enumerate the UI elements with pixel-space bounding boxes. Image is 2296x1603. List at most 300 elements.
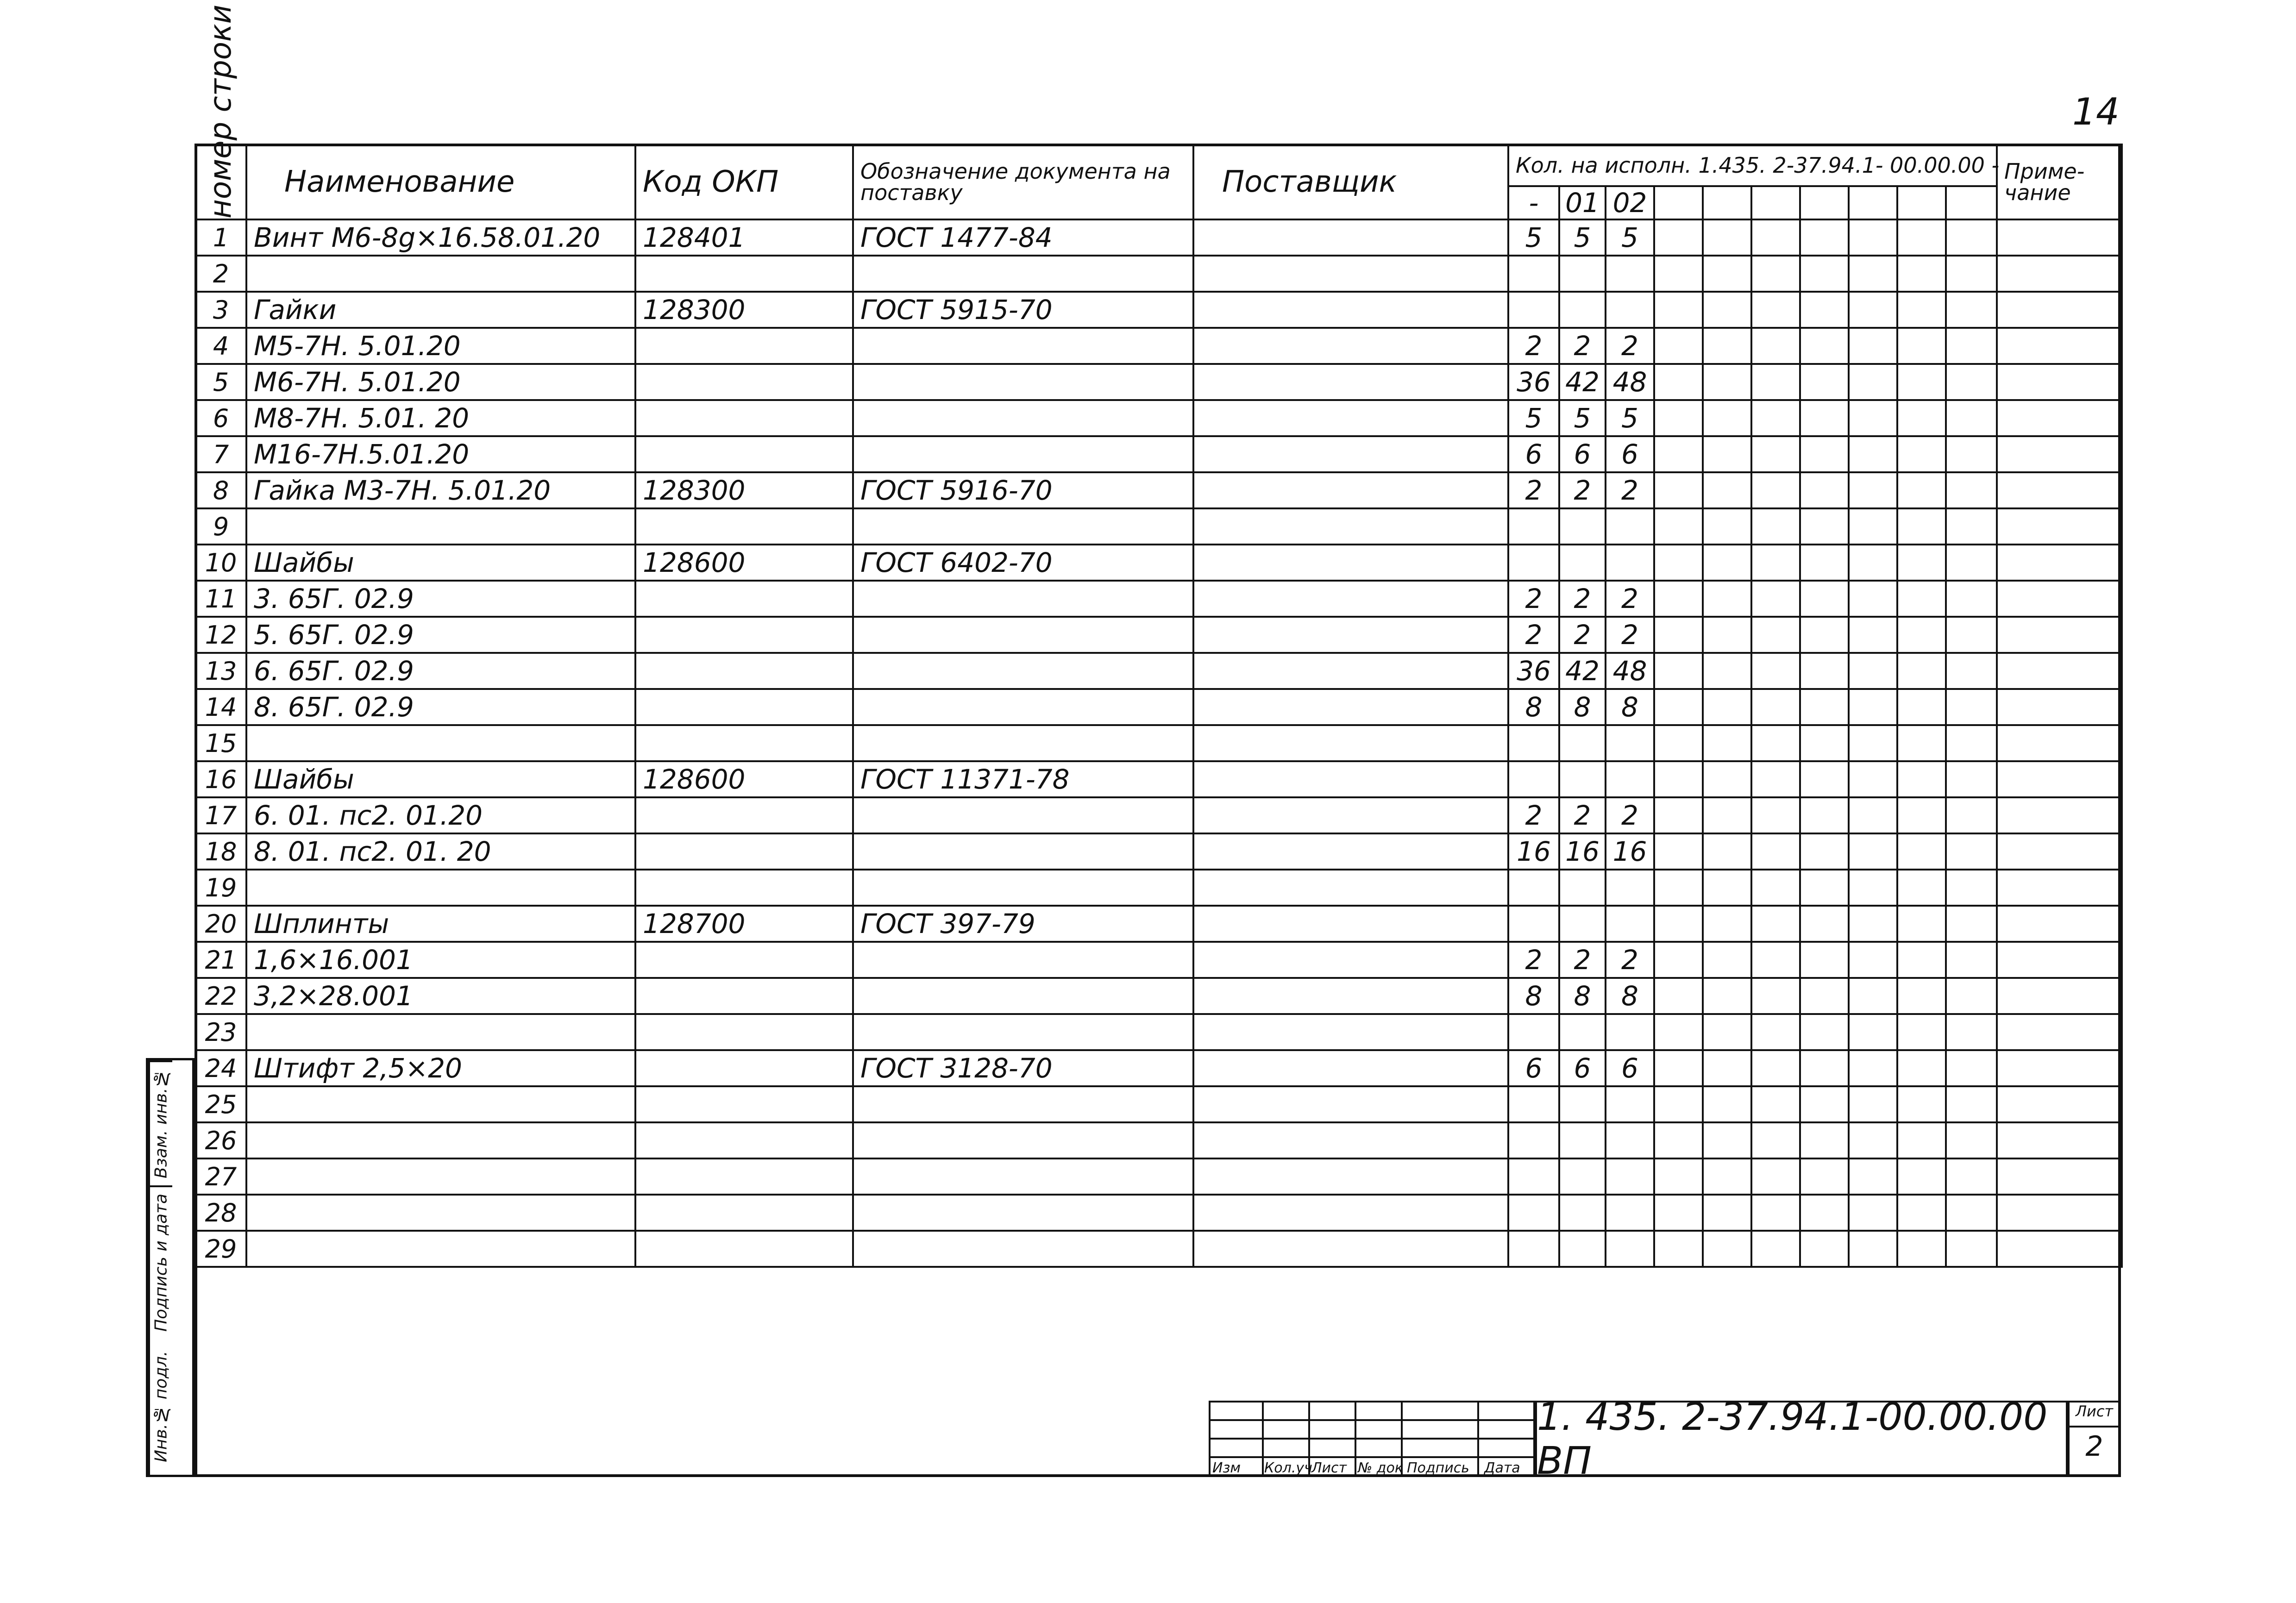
row-document <box>853 400 1193 436</box>
row-name <box>246 1122 635 1158</box>
row-qty-empty <box>1849 1231 1897 1267</box>
row-qty-empty <box>1897 870 1946 906</box>
row-qty-empty <box>1703 1158 1751 1195</box>
row-qty-empty <box>1703 256 1751 292</box>
table-row <box>195 436 2122 472</box>
row-qty-01: 2 <box>1559 472 1606 508</box>
row-note <box>1997 545 2122 581</box>
row-qty-base <box>1508 870 1559 906</box>
row-number: 21 <box>195 942 246 978</box>
row-qty-empty <box>1946 1158 1997 1195</box>
row-qty-empty <box>1800 328 1849 364</box>
row-okp-code <box>635 1195 853 1231</box>
row-qty-empty <box>1849 1050 1897 1086</box>
row-qty-empty <box>1751 906 1800 942</box>
row-qty-empty <box>1849 761 1897 797</box>
row-name: Шплинты <box>246 906 635 942</box>
row-note <box>1997 1086 2122 1122</box>
row-qty-01: 42 <box>1559 653 1606 689</box>
row-qty-empty <box>1897 1122 1946 1158</box>
row-name: 8. 01. пс2. 01. 20 <box>246 833 635 870</box>
row-qty-01: 2 <box>1559 617 1606 653</box>
row-qty-empty <box>1800 617 1849 653</box>
row-qty-empty <box>1654 292 1703 328</box>
row-okp-code <box>635 653 853 689</box>
row-number: 6 <box>195 400 246 436</box>
row-qty-02: 2 <box>1606 581 1654 617</box>
table-row <box>195 292 2122 328</box>
label-doc-no: № док <box>1358 1460 1403 1476</box>
row-qty-02: 16 <box>1606 833 1654 870</box>
header-name: Наименование <box>246 144 635 219</box>
row-okp-code: 128600 <box>635 761 853 797</box>
title-block <box>1209 1395 2121 1483</box>
row-qty-01: 8 <box>1559 978 1606 1014</box>
variant-01: 01 <box>1559 186 1606 219</box>
row-qty-empty <box>1654 1086 1703 1122</box>
row-qty-01 <box>1559 545 1606 581</box>
row-qty-empty <box>1800 1195 1849 1231</box>
row-qty-empty <box>1703 1122 1751 1158</box>
row-qty-empty <box>1946 1050 1997 1086</box>
row-qty-02: 5 <box>1606 400 1654 436</box>
row-supplier <box>1193 1158 1508 1195</box>
row-qty-base <box>1508 1086 1559 1122</box>
row-qty-empty <box>1897 256 1946 292</box>
row-number: 12 <box>195 617 246 653</box>
row-name <box>246 508 635 545</box>
row-supplier <box>1193 545 1508 581</box>
row-qty-empty <box>1897 1014 1946 1050</box>
table-row <box>195 1122 2122 1158</box>
row-supplier <box>1193 1122 1508 1158</box>
row-qty-empty <box>1946 436 1997 472</box>
row-qty-empty <box>1751 472 1800 508</box>
row-note <box>1997 256 2122 292</box>
row-qty-empty <box>1946 328 1997 364</box>
row-qty-empty <box>1946 689 1997 725</box>
header-note: Приме- чание <box>1997 144 2122 219</box>
row-qty-empty <box>1654 581 1703 617</box>
row-qty-base <box>1508 725 1559 761</box>
row-qty-base <box>1508 906 1559 942</box>
row-note <box>1997 1122 2122 1158</box>
row-qty-empty <box>1800 653 1849 689</box>
row-qty-02: 2 <box>1606 328 1654 364</box>
row-qty-empty <box>1751 653 1800 689</box>
row-number: 3 <box>195 292 246 328</box>
row-qty-empty <box>1751 1050 1800 1086</box>
row-okp-code <box>635 833 853 870</box>
row-qty-02 <box>1606 256 1654 292</box>
row-qty-empty <box>1751 942 1800 978</box>
row-qty-base: 8 <box>1508 689 1559 725</box>
row-supplier <box>1193 617 1508 653</box>
table-row <box>195 906 2122 942</box>
table-row <box>195 219 2122 256</box>
row-qty-empty <box>1946 581 1997 617</box>
row-document <box>853 797 1193 833</box>
row-qty-empty <box>1654 978 1703 1014</box>
row-qty-empty <box>1897 292 1946 328</box>
row-qty-02 <box>1606 545 1654 581</box>
row-document <box>853 653 1193 689</box>
variant-base: - <box>1508 186 1559 219</box>
row-qty-02: 5 <box>1606 219 1654 256</box>
row-note <box>1997 797 2122 833</box>
row-qty-empty <box>1751 219 1800 256</box>
row-qty-empty <box>1897 545 1946 581</box>
row-qty-02 <box>1606 1014 1654 1050</box>
row-okp-code <box>635 400 853 436</box>
side-original-inv: Инв.№ подл. <box>148 1338 172 1475</box>
row-qty-empty <box>1703 328 1751 364</box>
row-supplier <box>1193 1014 1508 1050</box>
label-list: Лист <box>1311 1460 1347 1476</box>
table-row <box>195 508 2122 545</box>
row-document <box>853 256 1193 292</box>
row-qty-empty <box>1897 617 1946 653</box>
table-row <box>195 689 2122 725</box>
row-qty-empty <box>1897 508 1946 545</box>
row-document: ГОСТ 11371-78 <box>853 761 1193 797</box>
row-qty-empty <box>1946 797 1997 833</box>
table-row <box>195 256 2122 292</box>
row-qty-01 <box>1559 761 1606 797</box>
row-name: Штифт 2,5×20 <box>246 1050 635 1086</box>
row-qty-empty <box>1703 1050 1751 1086</box>
row-qty-empty <box>1703 1086 1751 1122</box>
row-qty-empty <box>1800 906 1849 942</box>
row-qty-empty <box>1946 725 1997 761</box>
row-qty-empty <box>1849 545 1897 581</box>
row-qty-empty <box>1703 1195 1751 1231</box>
row-document: ГОСТ 3128-70 <box>853 1050 1193 1086</box>
row-qty-02: 8 <box>1606 978 1654 1014</box>
row-note <box>1997 833 2122 870</box>
table-row <box>195 617 2122 653</box>
row-qty-empty <box>1849 219 1897 256</box>
row-qty-02: 6 <box>1606 436 1654 472</box>
row-qty-01: 2 <box>1559 942 1606 978</box>
row-qty-01 <box>1559 725 1606 761</box>
row-qty-empty <box>1897 906 1946 942</box>
row-qty-02 <box>1606 1122 1654 1158</box>
header-okp: Код ОКП <box>635 144 853 219</box>
row-number: 16 <box>195 761 246 797</box>
row-qty-empty <box>1654 1195 1703 1231</box>
row-supplier <box>1193 653 1508 689</box>
label-izm: Изм <box>1212 1460 1241 1476</box>
row-qty-empty <box>1946 978 1997 1014</box>
table-row <box>195 1050 2122 1086</box>
row-qty-base: 5 <box>1508 219 1559 256</box>
row-name: 6. 01. пс2. 01.20 <box>246 797 635 833</box>
row-qty-empty <box>1849 725 1897 761</box>
row-supplier <box>1193 978 1508 1014</box>
row-qty-empty <box>1800 436 1849 472</box>
row-name <box>246 1014 635 1050</box>
row-qty-empty <box>1946 653 1997 689</box>
row-supplier <box>1193 256 1508 292</box>
row-qty-02 <box>1606 1086 1654 1122</box>
row-supplier <box>1193 581 1508 617</box>
row-qty-empty <box>1751 545 1800 581</box>
row-okp-code <box>635 689 853 725</box>
row-okp-code <box>635 870 853 906</box>
row-qty-01 <box>1559 292 1606 328</box>
row-qty-empty <box>1897 364 1946 400</box>
row-qty-02: 48 <box>1606 364 1654 400</box>
row-qty-empty <box>1800 256 1849 292</box>
row-qty-empty <box>1703 545 1751 581</box>
table-row <box>195 797 2122 833</box>
row-okp-code: 128401 <box>635 219 853 256</box>
row-supplier <box>1193 508 1508 545</box>
row-qty-base <box>1508 292 1559 328</box>
row-qty-empty <box>1897 328 1946 364</box>
row-qty-empty <box>1897 689 1946 725</box>
row-qty-02 <box>1606 906 1654 942</box>
row-qty-empty <box>1654 400 1703 436</box>
row-okp-code <box>635 725 853 761</box>
row-okp-code <box>635 364 853 400</box>
row-qty-empty <box>1946 1231 1997 1267</box>
document-code: 1. 435. 2-37.94.1-00.00.00 ВП <box>1535 1401 2068 1477</box>
variant-02: 02 <box>1606 186 1654 219</box>
row-supplier <box>1193 870 1508 906</box>
row-qty-empty <box>1800 797 1849 833</box>
row-name: Шайбы <box>246 545 635 581</box>
row-qty-02 <box>1606 1158 1654 1195</box>
row-note <box>1997 870 2122 906</box>
row-qty-empty <box>1946 545 1997 581</box>
row-qty-empty <box>1800 942 1849 978</box>
row-qty-empty <box>1654 797 1703 833</box>
row-okp-code <box>635 1122 853 1158</box>
row-okp-code <box>635 1086 853 1122</box>
row-qty-02 <box>1606 292 1654 328</box>
row-qty-empty <box>1654 436 1703 472</box>
row-qty-01 <box>1559 1231 1606 1267</box>
row-qty-02: 2 <box>1606 942 1654 978</box>
row-qty-02: 48 <box>1606 653 1654 689</box>
row-okp-code <box>635 328 853 364</box>
table-row <box>195 581 2122 617</box>
sheet-box <box>2068 1401 2121 1477</box>
row-qty-base <box>1508 1195 1559 1231</box>
row-number: 24 <box>195 1050 246 1086</box>
row-qty-empty <box>1654 508 1703 545</box>
page-number: 14 <box>2072 90 2120 133</box>
row-qty-empty <box>1849 1122 1897 1158</box>
row-qty-empty <box>1800 581 1849 617</box>
row-qty-empty <box>1703 364 1751 400</box>
row-document: ГОСТ 1477-84 <box>853 219 1193 256</box>
row-note <box>1997 219 2122 256</box>
row-qty-empty <box>1751 1158 1800 1195</box>
row-qty-01: 2 <box>1559 328 1606 364</box>
row-number: 8 <box>195 472 246 508</box>
table-row <box>195 833 2122 870</box>
row-qty-empty <box>1654 364 1703 400</box>
row-qty-empty <box>1946 1122 1997 1158</box>
row-qty-empty <box>1849 292 1897 328</box>
row-qty-base <box>1508 508 1559 545</box>
row-qty-empty <box>1654 545 1703 581</box>
row-qty-base: 6 <box>1508 1050 1559 1086</box>
row-qty-base <box>1508 1158 1559 1195</box>
row-document <box>853 689 1193 725</box>
row-okp-code <box>635 256 853 292</box>
row-supplier <box>1193 1195 1508 1231</box>
header-supplier: Поставщик <box>1193 144 1508 219</box>
row-qty-empty <box>1946 364 1997 400</box>
row-qty-empty <box>1897 761 1946 797</box>
row-okp-code <box>635 1050 853 1086</box>
table-row <box>195 328 2122 364</box>
row-supplier <box>1193 1050 1508 1086</box>
row-qty-empty <box>1849 1086 1897 1122</box>
row-number: 11 <box>195 581 246 617</box>
row-qty-02 <box>1606 1231 1654 1267</box>
row-qty-01: 8 <box>1559 689 1606 725</box>
row-qty-base: 2 <box>1508 581 1559 617</box>
row-supplier <box>1193 364 1508 400</box>
row-qty-empty <box>1703 653 1751 689</box>
row-qty-empty <box>1654 328 1703 364</box>
row-qty-empty <box>1703 906 1751 942</box>
row-note <box>1997 761 2122 797</box>
row-supplier <box>1193 1086 1508 1122</box>
row-qty-01: 5 <box>1559 400 1606 436</box>
row-document <box>853 617 1193 653</box>
row-okp-code <box>635 1014 853 1050</box>
row-qty-01: 42 <box>1559 364 1606 400</box>
row-qty-01: 2 <box>1559 797 1606 833</box>
row-note <box>1997 400 2122 436</box>
row-qty-empty <box>1946 256 1997 292</box>
row-qty-base <box>1508 256 1559 292</box>
row-qty-empty <box>1751 689 1800 725</box>
row-note <box>1997 1231 2122 1267</box>
table-row <box>195 653 2122 689</box>
row-qty-empty <box>1654 653 1703 689</box>
row-qty-empty <box>1800 400 1849 436</box>
row-qty-empty <box>1897 978 1946 1014</box>
row-qty-empty <box>1703 978 1751 1014</box>
row-qty-empty <box>1946 472 1997 508</box>
row-qty-base: 6 <box>1508 436 1559 472</box>
row-qty-02: 6 <box>1606 1050 1654 1086</box>
header-qty-title: Кол. на исполн. 1.435. 2-37.94.1- 00.00.00 - <box>1508 144 1997 186</box>
row-qty-01: 6 <box>1559 1050 1606 1086</box>
row-qty-02 <box>1606 725 1654 761</box>
row-qty-empty <box>1751 797 1800 833</box>
row-qty-empty <box>1897 1086 1946 1122</box>
row-qty-empty <box>1897 581 1946 617</box>
row-document <box>853 581 1193 617</box>
row-qty-empty <box>1751 508 1800 545</box>
row-qty-empty <box>1946 1086 1997 1122</box>
row-qty-01: 2 <box>1559 581 1606 617</box>
row-qty-empty <box>1751 1122 1800 1158</box>
row-document: ГОСТ 5915-70 <box>853 292 1193 328</box>
row-okp-code <box>635 942 853 978</box>
row-qty-empty <box>1897 833 1946 870</box>
row-name <box>246 256 635 292</box>
row-qty-empty <box>1946 870 1997 906</box>
table-row <box>195 1195 2122 1231</box>
row-document <box>853 508 1193 545</box>
row-okp-code <box>635 617 853 653</box>
row-qty-empty <box>1654 906 1703 942</box>
row-note <box>1997 364 2122 400</box>
row-okp-code <box>635 508 853 545</box>
row-qty-empty <box>1800 689 1849 725</box>
row-qty-empty <box>1800 1122 1849 1158</box>
row-qty-empty <box>1654 761 1703 797</box>
row-qty-empty <box>1946 292 1997 328</box>
row-supplier <box>1193 1231 1508 1267</box>
row-number: 19 <box>195 870 246 906</box>
row-qty-empty <box>1946 1195 1997 1231</box>
row-qty-empty <box>1654 870 1703 906</box>
row-qty-empty <box>1654 1231 1703 1267</box>
row-document: ГОСТ 5916-70 <box>853 472 1193 508</box>
row-qty-empty <box>1849 797 1897 833</box>
row-qty-empty <box>1897 1158 1946 1195</box>
row-note <box>1997 1195 2122 1231</box>
row-qty-empty <box>1751 1231 1800 1267</box>
row-qty-01 <box>1559 256 1606 292</box>
row-qty-empty <box>1800 1014 1849 1050</box>
row-number: 27 <box>195 1158 246 1195</box>
table-row <box>195 725 2122 761</box>
table-row <box>195 978 2122 1014</box>
row-qty-empty <box>1946 833 1997 870</box>
row-qty-empty <box>1849 364 1897 400</box>
row-qty-base <box>1508 1122 1559 1158</box>
row-note <box>1997 1158 2122 1195</box>
row-qty-empty <box>1654 1158 1703 1195</box>
row-qty-empty <box>1654 1014 1703 1050</box>
row-qty-empty <box>1849 436 1897 472</box>
row-name: М5-7Н. 5.01.20 <box>246 328 635 364</box>
row-qty-empty <box>1897 725 1946 761</box>
row-okp-code <box>635 1231 853 1267</box>
table-row <box>195 472 2122 508</box>
row-qty-empty <box>1800 1158 1849 1195</box>
row-qty-empty <box>1654 1122 1703 1158</box>
row-qty-empty <box>1751 292 1800 328</box>
row-qty-empty <box>1849 1014 1897 1050</box>
row-note <box>1997 328 2122 364</box>
row-note <box>1997 508 2122 545</box>
row-qty-empty <box>1946 400 1997 436</box>
row-okp-code <box>635 1158 853 1195</box>
row-qty-empty <box>1751 436 1800 472</box>
row-qty-base: 36 <box>1508 364 1559 400</box>
row-note <box>1997 436 2122 472</box>
row-okp-code <box>635 581 853 617</box>
row-name: Гайки <box>246 292 635 328</box>
row-qty-empty <box>1897 436 1946 472</box>
row-qty-base: 2 <box>1508 797 1559 833</box>
row-document <box>853 1014 1193 1050</box>
table-row <box>195 1086 2122 1122</box>
row-number: 15 <box>195 725 246 761</box>
